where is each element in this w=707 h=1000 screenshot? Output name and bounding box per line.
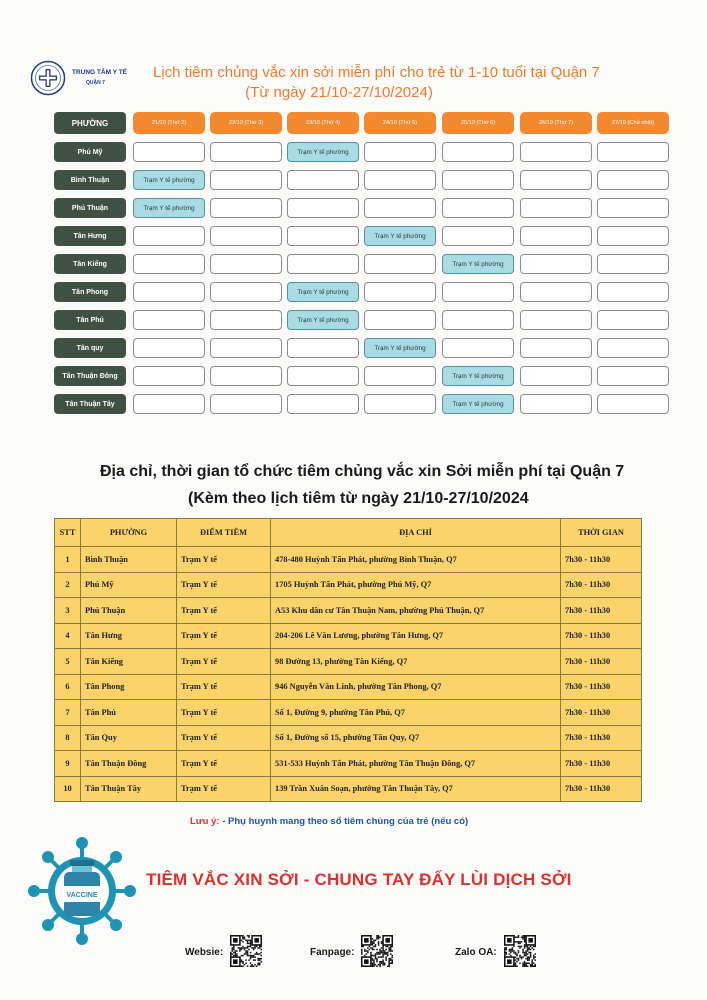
table-row [55, 751, 642, 777]
schedule-cell-active: Trạm Y tế phường [287, 142, 359, 162]
address-table-header [55, 519, 642, 547]
column-header: STT [55, 519, 81, 547]
schedule-cell-empty [597, 282, 669, 302]
zalo-label: Zalo OA: [455, 947, 497, 958]
schedule-cell-empty [133, 254, 205, 274]
table-row [55, 572, 642, 598]
schedule-cell-empty [442, 310, 514, 330]
schedule-cell-active: Trạm Y tế phường [287, 282, 359, 302]
station-name: Trạm Y tế [177, 649, 271, 675]
table-row [55, 725, 642, 751]
row-number: 1 [55, 547, 81, 573]
date-header: 25/10 (Thứ 6) [442, 112, 514, 134]
schedule-cell-empty [520, 142, 592, 162]
schedule-cell-active: Trạm Y tế phường [364, 226, 436, 246]
address: A53 Khu dân cư Tân Thuận Nam, phường Phú Thuận, Q7 [271, 598, 561, 624]
address-subheading: (Kèm theo lịch tiêm từ ngày 21/10-27/10/2024 [188, 490, 529, 507]
schedule-cell-empty [520, 394, 592, 414]
schedule-cell-empty [287, 170, 359, 190]
schedule-row [54, 170, 674, 190]
schedule-row [54, 338, 674, 358]
row-number: 7 [55, 700, 81, 726]
schedule-cell-empty [133, 226, 205, 246]
row-number: 3 [55, 598, 81, 624]
schedule-cell-empty [133, 338, 205, 358]
ward-label: Tân quy [54, 338, 126, 358]
ward-name: Tân Phong [81, 674, 177, 700]
ward-label: Tân Thuận Đông [54, 366, 126, 386]
schedule-cell-empty [287, 366, 359, 386]
schedule-cell-empty [287, 254, 359, 274]
zalo-qr-code[interactable] [504, 935, 536, 967]
schedule-cell-active: Trạm Y tế phường [364, 338, 436, 358]
time-range: 7h30 - 11h30 [561, 700, 642, 726]
ward-label: Tân Phong [54, 282, 126, 302]
schedule-cell-empty [442, 338, 514, 358]
schedule-cell-empty [520, 366, 592, 386]
schedule-cell-active: Trạm Y tế phường [287, 310, 359, 330]
address: 531-533 Huỳnh Tấn Phát, phường Tân Thuận Đông, Q7 [271, 751, 561, 777]
time-range: 7h30 - 11h30 [561, 598, 642, 624]
address: 1705 Huỳnh Tấn Phát, phường Phú Mỹ, Q7 [271, 572, 561, 598]
schedule-row [54, 198, 674, 218]
schedule-cell-empty [210, 282, 282, 302]
time-range: 7h30 - 11h30 [561, 572, 642, 598]
row-number: 10 [55, 776, 81, 802]
ward-label: Phú Thuận [54, 198, 126, 218]
schedule-row [54, 394, 674, 414]
schedule-cell-empty [287, 338, 359, 358]
schedule-cell-empty [597, 226, 669, 246]
row-number: 6 [55, 674, 81, 700]
schedule-row [54, 366, 674, 386]
schedule-cell-empty [597, 394, 669, 414]
schedule-cell-empty [597, 338, 669, 358]
schedule-cell-empty [210, 310, 282, 330]
schedule-cell-empty [520, 254, 592, 274]
schedule-cell-empty [597, 142, 669, 162]
schedule-cell-empty [287, 198, 359, 218]
schedule-cell-empty [210, 142, 282, 162]
ward-column-header: PHƯỜNG [54, 112, 126, 134]
ward-name: Tân Kiểng [81, 649, 177, 675]
schedule-cell-empty [442, 282, 514, 302]
schedule-cell-empty [364, 394, 436, 414]
schedule-cell-empty [442, 198, 514, 218]
schedule-cell-empty [442, 226, 514, 246]
time-range: 7h30 - 11h30 [561, 623, 642, 649]
schedule-cell-empty [287, 394, 359, 414]
schedule-cell-empty [210, 338, 282, 358]
address: 478-480 Huỳnh Tấn Phát, phường Bình Thuận, Q7 [271, 547, 561, 573]
website-label: Websie: [185, 947, 224, 958]
ward-name: Bình Thuận [81, 547, 177, 573]
schedule-cell-empty [364, 254, 436, 274]
ward-label: Tân Thuận Tây [54, 394, 126, 414]
schedule-cell-empty [364, 366, 436, 386]
slogan: TIÊM VẮC XIN SỞI - CHUNG TAY ĐẨY LÙI DỊCH SỞI [146, 870, 572, 889]
address: 946 Nguyễn Văn Linh, phường Tân Phong, Q7 [271, 674, 561, 700]
column-header: PHƯỜNG [81, 519, 177, 547]
ward-name: Tân Thuận Đông [81, 751, 177, 777]
address-heading: Địa chỉ, thời gian tổ chức tiêm chủng vắc xin Sởi miễn phí tại Quận 7 [100, 463, 625, 480]
fanpage-qr-code[interactable] [361, 935, 393, 967]
schedule-cell-empty [520, 310, 592, 330]
schedule-cell-empty [133, 310, 205, 330]
time-range: 7h30 - 11h30 [561, 649, 642, 675]
schedule-cell-empty [520, 170, 592, 190]
website-qr-code[interactable] [230, 935, 262, 967]
station-name: Trạm Y tế [177, 572, 271, 598]
schedule-cell-empty [364, 198, 436, 218]
schedule-cell-empty [210, 198, 282, 218]
table-row [55, 700, 642, 726]
schedule-cell-empty [364, 142, 436, 162]
row-number: 4 [55, 623, 81, 649]
schedule-row [54, 142, 674, 162]
org-name: TRUNG TÂM Y TẾ QUẬN 7 [72, 69, 128, 86]
schedule-cell-empty [520, 198, 592, 218]
schedule-row [54, 310, 674, 330]
column-header: ĐỊA CHỈ [271, 519, 561, 547]
column-header: THỜI GIAN [561, 519, 642, 547]
ward-name: Phú Mỹ [81, 572, 177, 598]
date-header: 24/10 (Thứ 5) [364, 112, 436, 134]
station-name: Trạm Y tế [177, 598, 271, 624]
schedule-cell-empty [133, 366, 205, 386]
note-label: Lưu ý: [190, 816, 220, 827]
schedule-cell-empty [442, 170, 514, 190]
ward-label: Phú Mỹ [54, 142, 126, 162]
note-text: - Phụ huynh mang theo sổ tiêm chủng của trẻ (nếu có) [222, 816, 469, 827]
station-name: Trạm Y tế [177, 751, 271, 777]
ward-name: Phú Thuận [81, 598, 177, 624]
station-name: Trạm Y tế [177, 623, 271, 649]
ward-name: Tân Thuận Tây [81, 776, 177, 802]
schedule-cell-active: Trạm Y tế phường [442, 254, 514, 274]
fanpage-label: Fanpage: [310, 947, 355, 958]
table-row [55, 649, 642, 675]
schedule-cell-active: Trạm Y tế phường [133, 170, 205, 190]
ward-label: Tân Phú [54, 310, 126, 330]
schedule-cell-empty [364, 282, 436, 302]
schedule-header-row [54, 112, 674, 132]
schedule-cell-empty [364, 310, 436, 330]
schedule-cell-empty [520, 282, 592, 302]
schedule-cell-empty [597, 198, 669, 218]
column-header: ĐIỂM TIÊM [177, 519, 271, 547]
address: Số 1, Đường 9, phường Tân Phú, Q7 [271, 700, 561, 726]
schedule-cell-active: Trạm Y tế phường [442, 394, 514, 414]
parent-note [190, 816, 468, 827]
ward-name: Tân Hưng [81, 623, 177, 649]
row-number: 8 [55, 725, 81, 751]
time-range: 7h30 - 11h30 [561, 776, 642, 802]
schedule-cell-empty [210, 394, 282, 414]
schedule-cell-empty [442, 142, 514, 162]
schedule-cell-empty [597, 170, 669, 190]
date-header: 26/10 (Thứ 7) [520, 112, 592, 134]
station-name: Trạm Y tế [177, 776, 271, 802]
ward-label: Tân Hưng [54, 226, 126, 246]
time-range: 7h30 - 11h30 [561, 725, 642, 751]
date-header: 21/10 (Thứ 2) [133, 112, 205, 134]
schedule-cell-empty [287, 226, 359, 246]
schedule-cell-empty [133, 282, 205, 302]
station-name: Trạm Y tế [177, 674, 271, 700]
address-table [54, 518, 642, 802]
date-header: 27/10 (Chủ nhật) [597, 112, 669, 134]
ward-name: Tân Phú [81, 700, 177, 726]
schedule-row [54, 226, 674, 246]
schedule-cell-empty [210, 170, 282, 190]
schedule-date-range: (Từ ngày 21/10-27/10/2024) [245, 84, 433, 101]
station-name: Trạm Y tế [177, 547, 271, 573]
row-number: 9 [55, 751, 81, 777]
schedule-cell-empty [597, 254, 669, 274]
row-number: 2 [55, 572, 81, 598]
time-range: 7h30 - 11h30 [561, 547, 642, 573]
schedule-cell-empty [210, 226, 282, 246]
ward-label: Bình Thuận [54, 170, 126, 190]
schedule-cell-empty [597, 366, 669, 386]
health-center-logo [30, 60, 66, 96]
schedule-cell-active: Trạm Y tế phường [133, 198, 205, 218]
row-number: 5 [55, 649, 81, 675]
schedule-cell-empty [133, 142, 205, 162]
ward-name: Tân Quy [81, 725, 177, 751]
time-range: 7h30 - 11h30 [561, 751, 642, 777]
time-range: 7h30 - 11h30 [561, 674, 642, 700]
date-header: 22/10 (Thứ 3) [210, 112, 282, 134]
address: 98 Đường 13, phường Tân Kiểng, Q7 [271, 649, 561, 675]
table-row [55, 623, 642, 649]
vaccine-label: VACCINE [66, 892, 98, 899]
address: Số 1, Đường số 15, phường Tân Quy, Q7 [271, 725, 561, 751]
table-row [55, 674, 642, 700]
ward-label: Tân Kiểng [54, 254, 126, 274]
schedule-cell-active: Trạm Y tế phường [442, 366, 514, 386]
schedule-cell-empty [520, 226, 592, 246]
schedule-cell-empty [364, 170, 436, 190]
schedule-cell-empty [597, 310, 669, 330]
table-row [55, 598, 642, 624]
schedule-cell-empty [520, 338, 592, 358]
schedule-title: Lịch tiêm chủng vắc xin sởi miễn phí cho trẻ từ 1-10 tuổi tại Quận 7 [153, 64, 600, 81]
station-name: Trạm Y tế [177, 725, 271, 751]
schedule-cell-empty [133, 394, 205, 414]
schedule-row [54, 254, 674, 274]
address: 204-206 Lê Văn Lương, phường Tân Hưng, Q7 [271, 623, 561, 649]
schedule-cell-empty [210, 366, 282, 386]
station-name: Trạm Y tế [177, 700, 271, 726]
schedule-cell-empty [210, 254, 282, 274]
table-row [55, 547, 642, 573]
schedule-row [54, 282, 674, 302]
vaccine-virus-icon [28, 836, 136, 946]
date-header: 23/10 (Thứ 4) [287, 112, 359, 134]
table-row [55, 776, 642, 802]
address: 139 Trần Xuân Soạn, phường Tân Thuận Tây, Q7 [271, 776, 561, 802]
